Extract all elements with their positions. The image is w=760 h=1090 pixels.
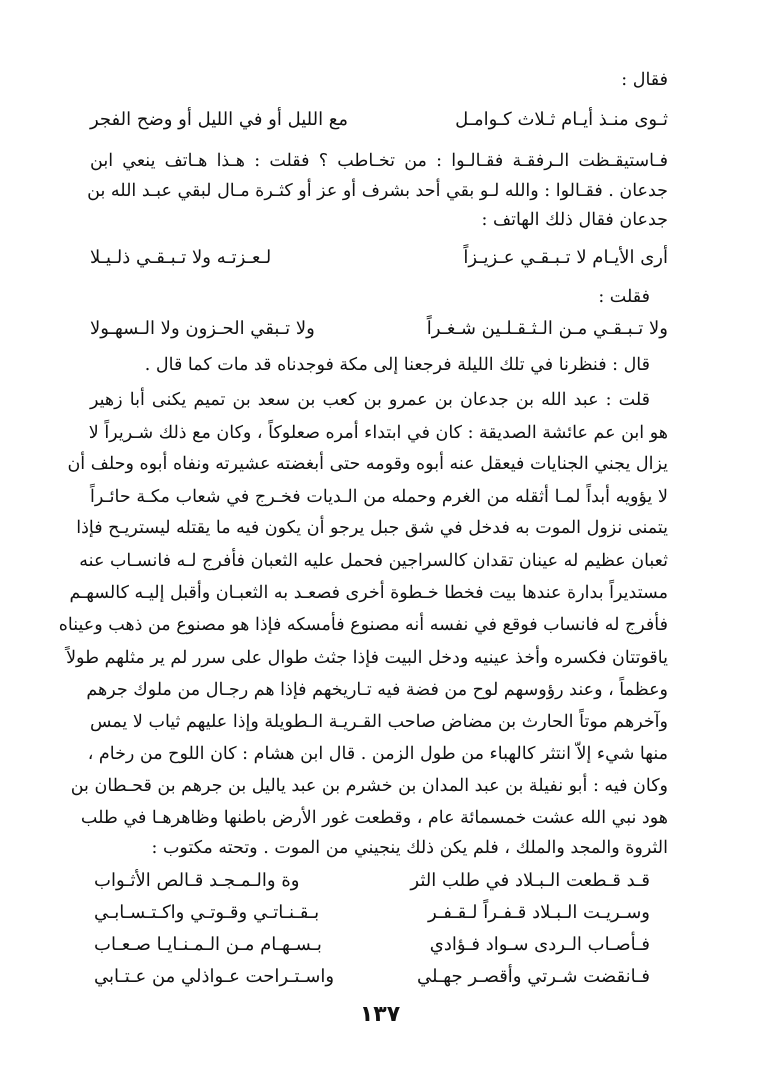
paragraph-line: لا يؤويه أبداً لمـا أثقله من الغرم وحمله من الـديات فخـرج في شعاب مكـة حائـراً xyxy=(90,487,668,507)
paragraph-line: هو ابن عم عائشة الصديقة : كان في ابتداء أمره صعلوكاً ، وكان مع ذلك شـريراً لا xyxy=(88,423,668,443)
verse-line xyxy=(90,314,668,344)
poem-verse xyxy=(94,866,650,896)
paragraph-line: الثروة والمجد والملك ، فلم يكن ذلك ينجيني من الموت . وتحته مكتوب : xyxy=(151,838,668,858)
paragraph-line: فأفرج له فانساب فوقع في نفسه أنه مصنوع فأمسكه فإذا هو مصنوع من ذهب وعيناه xyxy=(58,615,668,635)
paragraph-line: قلت : عبد الله بن جدعان بن عمرو بن كعب بن سعد بن تميم يكنى أبا زهير xyxy=(90,390,650,410)
verse-second-hemistich: بـقـنـاتـي وقـوتـي واكـتـسـابـي xyxy=(94,902,320,923)
verse-second-hemistich: ولا تـبقي الحـزون ولا الـسهـولا xyxy=(90,318,315,339)
paragraph-line: وآخرهم موتاً الحارث بن مضاض صاحب القـريـة الـطويلة وإذا عليهم ثياب لا يمس xyxy=(90,712,668,732)
paragraph-line: هود نبي الله عشت خمسمائة عام ، وقطعت غور الأرض باطنها وظاهرهـا في طلب xyxy=(80,808,668,828)
verse-first-hemistich: قـد قـطعت الـبـلاد في طلب الثر xyxy=(410,870,650,891)
poem-verse xyxy=(94,898,650,928)
paragraph-line: ياقوتتان فكسره وأخذ عينيه ودخل البيت فإذا جثث طوال على سرر لم ير مثلهم طولاً xyxy=(66,648,668,668)
verse-first-hemistich: ثـوى منـذ أيـام ثـلاث كـوامـل xyxy=(455,109,668,130)
paragraph-line: قال : فنظرنا في تلك الليلة فرجعنا إلى مكة فوجدناه قد مات كما قال . xyxy=(144,355,650,375)
paragraph-line: ثعبان عظيم له عينان تقدان كالسراجين فحمل عليه الثعبان فأفرج لـه فانسـاب عنه xyxy=(79,551,668,571)
poem-verse xyxy=(94,962,650,992)
paragraph-line: جدعان . فقـالوا : والله لـو بقي أحد بشرف أو عز أو كثـرة مـال لبقي عبـد الله بن xyxy=(87,181,668,201)
verse-second-hemistich: لـعـزتـه ولا تـبـقـي ذلـيـلا xyxy=(90,247,272,268)
verse-first-hemistich: ولا تـبـقـي مـن الـثـقـلـين شـغـراً xyxy=(426,318,668,339)
paragraph-line: يزال يجني الجنايات فيعقل عنه أبوه وقومه حتى أبغضته عشيرته ونفاه أبوه وحلف أن xyxy=(67,454,668,474)
verse-line xyxy=(90,243,668,273)
verse-second-hemistich: واسـتـراحت عـواذلي من عـتـابي xyxy=(94,966,335,987)
intro-line: فقال : xyxy=(621,70,668,90)
poem-verse xyxy=(94,930,650,960)
paragraph-line: وكان فيه : أبو نفيلة بن عبد المدان بن خشرم بن عبد ياليل بن جرهم بن قحـطان بن xyxy=(70,776,668,796)
paragraph-line: وعظماً ، وعند رؤوسهم لوح من فضة فيه تـاريخهم فإذا هم رجـال من ملوك جرهم xyxy=(86,680,668,700)
verse-line xyxy=(90,105,668,135)
paragraph-line: جدعان فقال ذلك الهاتف : xyxy=(481,210,668,230)
paragraph-line: منها شيء إلاّ انتثر كالهباء من طول الزمن . قال ابن هشام : كان اللوح من رخام ، xyxy=(87,744,668,764)
paragraph-line: فـاستيقـظت الـرفقـة فقـالـوا : من تخـاطب ؟ فقلت : هـذا هـاتف ينعي ابن xyxy=(90,151,668,171)
paragraph-line: مستديراً بدارة عندها بيت فخطا خـطوة أخرى فصعـد به الثعبـان وأقبل إليـه كالسهـم xyxy=(69,583,668,603)
paragraph-line: يتمنى نزول الموت به فدخل في شق جبل يرجو أن يكون فيه ما يقتله ليستريـح فإذا xyxy=(76,518,668,538)
verse-second-hemistich: مع الليل أو في الليل أو وضح الفجر xyxy=(90,109,349,130)
verse-second-hemistich: بـسـهـام مـن الـمـنـايـا صـعـاب xyxy=(94,934,322,955)
said-line: فقلت : xyxy=(598,287,650,307)
verse-first-hemistich: أرى الأيـام لا تـبـقـي عـزيـزاً xyxy=(463,247,668,268)
verse-first-hemistich: وسـريـت الـبـلاد قـفـراً لـقـفـر xyxy=(428,902,650,923)
verse-first-hemistich: فـأصـاب الـردى سـواد فـؤادي xyxy=(429,934,650,955)
verse-first-hemistich: فـانقضت شـرتي وأقصـر جهـلي xyxy=(417,966,650,987)
verse-second-hemistich: وة والـمـجـد قـالص الأثـواب xyxy=(94,870,300,891)
page-number: ١٣٧ xyxy=(359,1002,401,1027)
